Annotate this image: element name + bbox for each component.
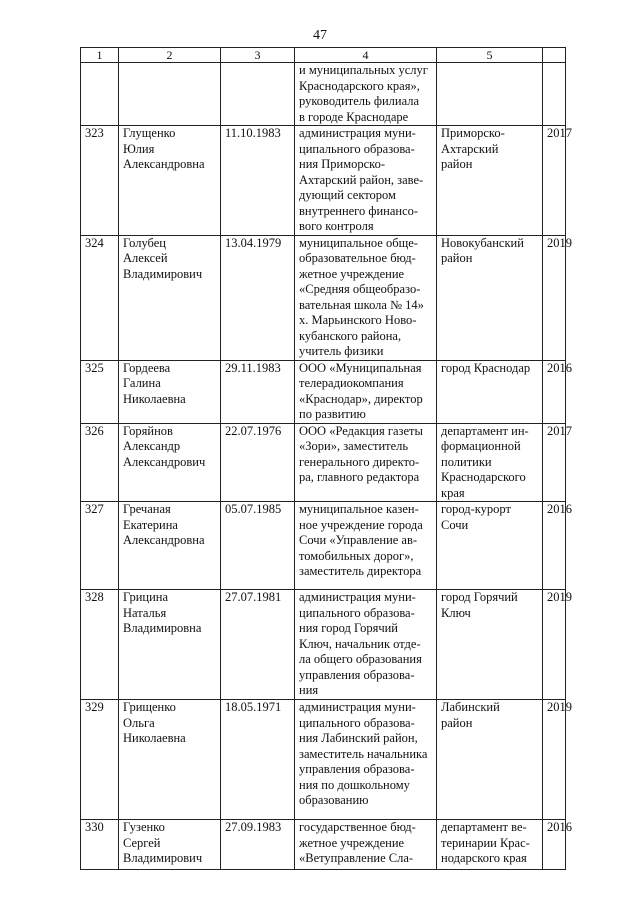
year: 2016	[543, 502, 566, 590]
full-name: Гузенко Сергей Владимирович	[119, 820, 221, 870]
row-number: 329	[81, 700, 119, 820]
row-number: 323	[81, 126, 119, 236]
workplace-position: ООО «Муниципальная телерадиокомпания «Краснодар», директор по развитию	[295, 360, 437, 423]
full-name: Горяйнов Александр Александрович	[119, 423, 221, 502]
table-row	[81, 126, 566, 236]
region: город Горячий Ключ	[437, 590, 543, 700]
region: город Краснодар	[437, 360, 543, 423]
row-number: 326	[81, 423, 119, 502]
birth-date: 27.07.1981	[221, 590, 295, 700]
year: 2019	[543, 700, 566, 820]
region	[437, 63, 543, 126]
header-col-1: 1	[81, 48, 119, 63]
row-number: 325	[81, 360, 119, 423]
workplace-position: муниципальное казен- ное учреждение города Сочи «Управление ав- томобильных дорог», заместитель директора	[295, 502, 437, 590]
birth-date: 22.07.1976	[221, 423, 295, 502]
full-name: Грицина Наталья Владимировна	[119, 590, 221, 700]
row-number: 324	[81, 235, 119, 360]
workplace-position: администрация муни- ципального образова- ния Приморско- Ахтарский район, заве- дующий сектором внутреннего финансо- вого контроля	[295, 126, 437, 236]
row-number: 327	[81, 502, 119, 590]
year: 2017	[543, 423, 566, 502]
workplace-position: муниципальное обще- образовательное бюд- жетное учреждение «Средняя общеобразо- вательная школа № 14» х. Марьинского Ново- кубанского района, учитель физики	[295, 235, 437, 360]
workplace-position: администрация муни- ципального образова- ния Лабинский район, заместитель начальника управления образова- ния по дошкольному образованию	[295, 700, 437, 820]
birth-date	[221, 63, 295, 126]
full-name: Глущенко Юлия Александровна	[119, 126, 221, 236]
workplace-position: ООО «Редакция газеты «Зори», заместитель генерального директо- ра, главного редактора	[295, 423, 437, 502]
year: 2016	[543, 360, 566, 423]
page-number: 47	[313, 28, 327, 43]
region: департамент ве- теринарии Крас- нодарского края	[437, 820, 543, 870]
birth-date: 11.10.1983	[221, 126, 295, 236]
full-name: Грищенко Ольга Николаевна	[119, 700, 221, 820]
birth-date: 29.11.1983	[221, 360, 295, 423]
region: Лабинский район	[437, 700, 543, 820]
region: Приморско- Ахтарский район	[437, 126, 543, 236]
header-row	[81, 48, 566, 63]
birth-date: 27.09.1983	[221, 820, 295, 870]
table-row	[81, 63, 566, 126]
workplace-position: государственное бюд- жетное учреждение «Ветуправление Сла-	[295, 820, 437, 870]
year: 2019	[543, 235, 566, 360]
workplace-position: администрация муни- ципального образова- ния город Горячий Ключ, начальник отде- ла общего образования управления образова- ния	[295, 590, 437, 700]
header-col-4: 4	[295, 48, 437, 63]
row-number: 330	[81, 820, 119, 870]
table-row	[81, 360, 566, 423]
birth-date: 05.07.1985	[221, 502, 295, 590]
table-row	[81, 590, 566, 700]
region: Новокубанский район	[437, 235, 543, 360]
table-row	[81, 700, 566, 820]
registry-table	[80, 47, 572, 870]
table-row	[81, 235, 566, 360]
table-row	[81, 502, 566, 590]
header-col-3: 3	[221, 48, 295, 63]
full-name: Гречаная Екатерина Александровна	[119, 502, 221, 590]
header-col-5: 5	[437, 48, 543, 63]
year: 2017	[543, 126, 566, 236]
header-col-2: 2	[119, 48, 221, 63]
table-row	[81, 423, 566, 502]
birth-date: 13.04.1979	[221, 235, 295, 360]
year	[543, 63, 566, 126]
header-col-6	[543, 48, 566, 63]
table-row	[81, 820, 566, 870]
full-name	[119, 63, 221, 126]
region: город-курорт Сочи	[437, 502, 543, 590]
region: департамент ин- формационной политики Краснодарского края	[437, 423, 543, 502]
full-name: Гордеева Галина Николаевна	[119, 360, 221, 423]
year: 2019	[543, 590, 566, 700]
row-number: 328	[81, 590, 119, 700]
workplace-position: и муниципальных услуг Краснодарского края», руководитель филиала в городе Краснодаре	[295, 63, 437, 126]
year: 2016	[543, 820, 566, 870]
row-number	[81, 63, 119, 126]
full-name: Голубец Алексей Владимирович	[119, 235, 221, 360]
birth-date: 18.05.1971	[221, 700, 295, 820]
